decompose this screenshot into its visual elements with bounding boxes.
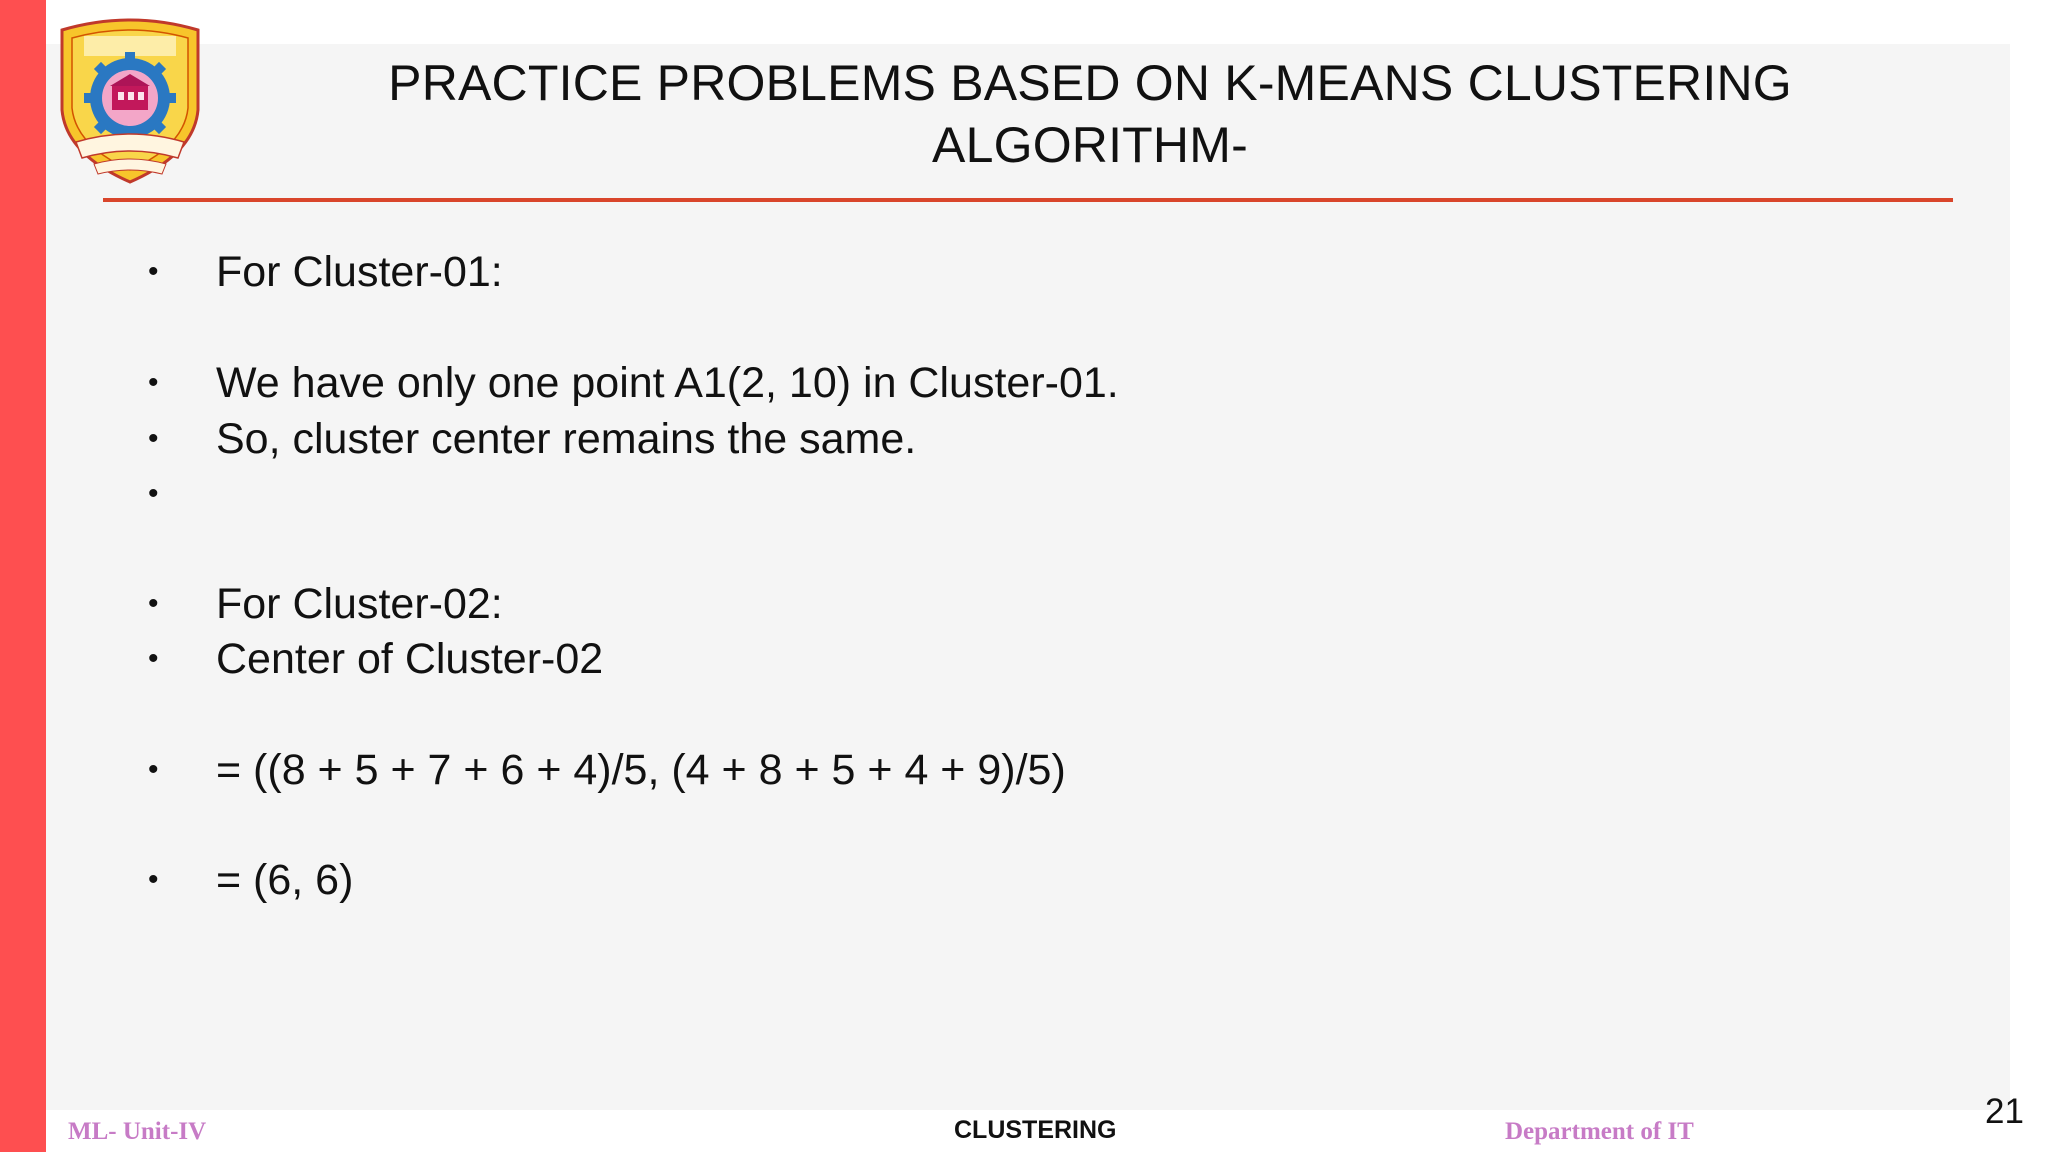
footer-unit-label: ML- Unit-IV (68, 1118, 207, 1145)
list-item (148, 743, 1066, 797)
slide-title-line-2: ALGORITHM- (932, 117, 1248, 173)
bullet-marker: • (148, 753, 159, 786)
bullet-marker: • (148, 587, 159, 620)
page-number: 21 (1985, 1092, 2024, 1131)
bullet-marker: • (148, 422, 159, 455)
bullet-marker: • (148, 477, 159, 510)
bullet-marker: • (148, 863, 159, 896)
list-item (148, 412, 916, 466)
slide-title-line-1: PRACTICE PROBLEMS BASED ON K-MEANS CLUSTERING (388, 55, 1792, 111)
list-item (148, 245, 503, 299)
list-item (148, 467, 216, 521)
list-item (148, 577, 503, 631)
bullet-marker: • (148, 366, 159, 399)
list-item (148, 853, 353, 907)
bullet-text: = ((8 + 5 + 7 + 6 + 4)/5, (4 + 8 + 5 + 4 + 9)/5) (216, 745, 1066, 794)
bullet-marker: • (148, 255, 159, 288)
bullet-text: We have only one point A1(2, 10) in Cluster-01. (216, 358, 1119, 407)
bullet-text: = (6, 6) (216, 855, 354, 904)
bullet-text: Center of Cluster-02 (216, 634, 604, 683)
footer-topic-label: CLUSTERING (954, 1116, 1117, 1144)
bullet-text: For Cluster-01: (216, 247, 503, 296)
list-item (148, 356, 1119, 410)
list-item (148, 632, 603, 686)
footer-department-label: Department of IT (1505, 1118, 1694, 1145)
bullet-text: So, cluster center remains the same. (216, 414, 917, 463)
bullet-text: For Cluster-02: (216, 579, 503, 628)
bullet-marker: • (148, 642, 159, 675)
